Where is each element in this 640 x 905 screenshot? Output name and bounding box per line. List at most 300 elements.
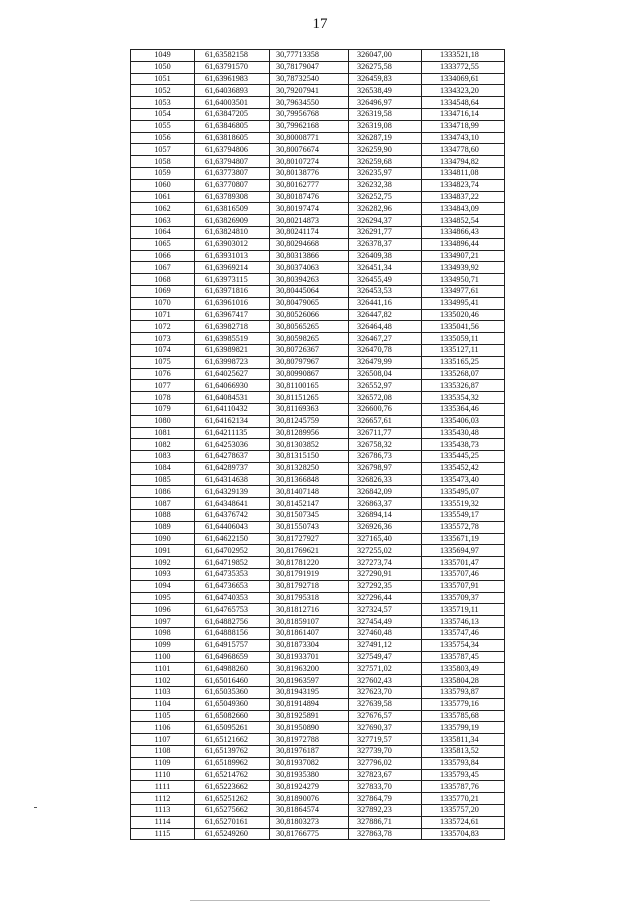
y-coordinate-cell: 1334837,22 — [422, 191, 505, 203]
x-coordinate-cell: 326657,61 — [349, 415, 422, 427]
longitude-cell: 30,80526066 — [270, 309, 349, 321]
point-number-cell: 1088 — [131, 510, 195, 522]
longitude-cell: 30,81861407 — [270, 628, 349, 640]
x-coordinate-cell: 326600,76 — [349, 403, 422, 415]
x-coordinate-cell: 326470,78 — [349, 344, 422, 356]
y-coordinate-cell: 1335165,25 — [422, 356, 505, 368]
point-number-cell: 1069 — [131, 285, 195, 297]
latitude-cell: 61,63770807 — [195, 179, 270, 191]
latitude-cell: 61,65049360 — [195, 698, 270, 710]
longitude-cell: 30,81245759 — [270, 415, 349, 427]
y-coordinate-cell: 1334977,61 — [422, 285, 505, 297]
x-coordinate-cell: 327324,57 — [349, 604, 422, 616]
latitude-cell: 61,63791570 — [195, 61, 270, 73]
table-row — [131, 73, 505, 85]
x-coordinate-cell: 326232,38 — [349, 179, 422, 191]
y-coordinate-cell: 1335572,78 — [422, 521, 505, 533]
latitude-cell: 61,65270161 — [195, 816, 270, 828]
y-coordinate-cell: 1335779,16 — [422, 698, 505, 710]
point-number-cell: 1080 — [131, 415, 195, 427]
longitude-cell: 30,81507345 — [270, 510, 349, 522]
table-row — [131, 321, 505, 333]
point-number-cell: 1073 — [131, 333, 195, 345]
point-number-cell: 1062 — [131, 203, 195, 215]
x-coordinate-cell: 326451,34 — [349, 262, 422, 274]
longitude-cell: 30,81781220 — [270, 557, 349, 569]
y-coordinate-cell: 1335495,07 — [422, 486, 505, 498]
table-row — [131, 427, 505, 439]
table-row — [131, 734, 505, 746]
latitude-cell: 61,64988260 — [195, 663, 270, 675]
point-number-cell: 1103 — [131, 687, 195, 699]
y-coordinate-cell: 1335770,21 — [422, 793, 505, 805]
y-coordinate-cell: 1335719,11 — [422, 604, 505, 616]
x-coordinate-cell: 327864,79 — [349, 793, 422, 805]
longitude-cell: 30,81864574 — [270, 805, 349, 817]
table-row — [131, 368, 505, 380]
y-coordinate-cell: 1335438,73 — [422, 439, 505, 451]
longitude-cell: 30,81366848 — [270, 474, 349, 486]
table-row — [131, 628, 505, 640]
point-number-cell: 1053 — [131, 97, 195, 109]
x-coordinate-cell: 326798,97 — [349, 462, 422, 474]
latitude-cell: 61,63989821 — [195, 344, 270, 356]
point-number-cell: 1100 — [131, 651, 195, 663]
longitude-cell: 30,81924279 — [270, 781, 349, 793]
x-coordinate-cell: 326926,36 — [349, 521, 422, 533]
longitude-cell: 30,81963200 — [270, 663, 349, 675]
longitude-cell: 30,79634550 — [270, 97, 349, 109]
point-number-cell: 1054 — [131, 108, 195, 120]
latitude-cell: 61,65249260 — [195, 828, 270, 840]
y-coordinate-cell: 1335519,32 — [422, 498, 505, 510]
longitude-cell: 30,81792718 — [270, 580, 349, 592]
table-row — [131, 486, 505, 498]
longitude-cell: 30,81328250 — [270, 462, 349, 474]
table-row — [131, 344, 505, 356]
table-row — [131, 710, 505, 722]
table-row — [131, 451, 505, 463]
x-coordinate-cell: 326282,96 — [349, 203, 422, 215]
point-number-cell: 1067 — [131, 262, 195, 274]
x-coordinate-cell: 326447,82 — [349, 309, 422, 321]
point-number-cell: 1115 — [131, 828, 195, 840]
longitude-cell: 30,79962168 — [270, 120, 349, 132]
y-coordinate-cell: 1335709,37 — [422, 592, 505, 604]
page-number: 17 — [312, 16, 328, 32]
x-coordinate-cell: 327676,57 — [349, 710, 422, 722]
latitude-cell: 61,63931013 — [195, 250, 270, 262]
point-number-cell: 1097 — [131, 616, 195, 628]
y-coordinate-cell: 1335787,45 — [422, 651, 505, 663]
x-coordinate-cell: 327292,35 — [349, 580, 422, 592]
x-coordinate-cell: 327602,43 — [349, 675, 422, 687]
y-coordinate-cell: 1335020,46 — [422, 309, 505, 321]
table-row — [131, 203, 505, 215]
table-row — [131, 639, 505, 651]
table-row — [131, 238, 505, 250]
latitude-cell: 61,64025627 — [195, 368, 270, 380]
table-row — [131, 757, 505, 769]
latitude-cell: 61,64084531 — [195, 392, 270, 404]
latitude-cell: 61,64740353 — [195, 592, 270, 604]
latitude-cell: 61,64211135 — [195, 427, 270, 439]
x-coordinate-cell: 326467,27 — [349, 333, 422, 345]
x-coordinate-cell: 327739,70 — [349, 746, 422, 758]
x-coordinate-cell: 326294,37 — [349, 215, 422, 227]
table-row — [131, 392, 505, 404]
table-row — [131, 722, 505, 734]
longitude-cell: 30,80107274 — [270, 156, 349, 168]
longitude-cell: 30,80797967 — [270, 356, 349, 368]
table-row — [131, 144, 505, 156]
longitude-cell: 30,80565265 — [270, 321, 349, 333]
latitude-cell: 61,63824810 — [195, 226, 270, 238]
longitude-cell: 30,81950890 — [270, 722, 349, 734]
x-coordinate-cell: 326378,37 — [349, 238, 422, 250]
point-number-cell: 1079 — [131, 403, 195, 415]
x-coordinate-cell: 326319,58 — [349, 108, 422, 120]
y-coordinate-cell: 1335747,46 — [422, 628, 505, 640]
point-number-cell: 1105 — [131, 710, 195, 722]
longitude-cell: 30,81943195 — [270, 687, 349, 699]
table-row — [131, 285, 505, 297]
y-coordinate-cell: 1333772,55 — [422, 61, 505, 73]
x-coordinate-cell: 326275,58 — [349, 61, 422, 73]
point-number-cell: 1087 — [131, 498, 195, 510]
scan-bottom-edge — [190, 900, 490, 901]
longitude-cell: 30,78179047 — [270, 61, 349, 73]
point-number-cell: 1090 — [131, 533, 195, 545]
longitude-cell: 30,81452147 — [270, 498, 349, 510]
latitude-cell: 61,63998723 — [195, 356, 270, 368]
point-number-cell: 1057 — [131, 144, 195, 156]
point-number-cell: 1056 — [131, 132, 195, 144]
longitude-cell: 30,80394263 — [270, 274, 349, 286]
point-number-cell: 1112 — [131, 793, 195, 805]
point-number-cell: 1081 — [131, 427, 195, 439]
y-coordinate-cell: 1335406,03 — [422, 415, 505, 427]
longitude-cell: 30,81925891 — [270, 710, 349, 722]
latitude-cell: 61,63967417 — [195, 309, 270, 321]
longitude-cell: 30,79956768 — [270, 108, 349, 120]
latitude-cell: 61,64289737 — [195, 462, 270, 474]
table-row — [131, 474, 505, 486]
table-row — [131, 828, 505, 840]
latitude-cell: 61,64314638 — [195, 474, 270, 486]
point-number-cell: 1095 — [131, 592, 195, 604]
longitude-cell: 30,81935380 — [270, 769, 349, 781]
x-coordinate-cell: 326894,14 — [349, 510, 422, 522]
latitude-cell: 61,63789308 — [195, 191, 270, 203]
longitude-cell: 30,81169363 — [270, 403, 349, 415]
point-number-cell: 1066 — [131, 250, 195, 262]
latitude-cell: 61,65251262 — [195, 793, 270, 805]
longitude-cell: 30,81795318 — [270, 592, 349, 604]
longitude-cell: 30,80008771 — [270, 132, 349, 144]
table-row — [131, 108, 505, 120]
table-row — [131, 439, 505, 451]
latitude-cell: 61,64348641 — [195, 498, 270, 510]
y-coordinate-cell: 1335268,07 — [422, 368, 505, 380]
point-number-cell: 1060 — [131, 179, 195, 191]
x-coordinate-cell: 327690,37 — [349, 722, 422, 734]
y-coordinate-cell: 1335746,13 — [422, 616, 505, 628]
longitude-cell: 30,78732540 — [270, 73, 349, 85]
latitude-cell: 61,64376742 — [195, 510, 270, 522]
longitude-cell: 30,81803273 — [270, 816, 349, 828]
longitude-cell: 30,81791919 — [270, 569, 349, 581]
y-coordinate-cell: 1334718,99 — [422, 120, 505, 132]
latitude-cell: 61,63773807 — [195, 167, 270, 179]
y-coordinate-cell: 1333521,18 — [422, 50, 505, 62]
table-row — [131, 604, 505, 616]
point-number-cell: 1092 — [131, 557, 195, 569]
point-number-cell: 1110 — [131, 769, 195, 781]
point-number-cell: 1071 — [131, 309, 195, 321]
x-coordinate-cell: 326572,08 — [349, 392, 422, 404]
x-coordinate-cell: 327719,57 — [349, 734, 422, 746]
y-coordinate-cell: 1335041,56 — [422, 321, 505, 333]
table-row — [131, 698, 505, 710]
table-row — [131, 380, 505, 392]
coordinates-table-body — [131, 50, 505, 840]
longitude-cell: 30,80598265 — [270, 333, 349, 345]
y-coordinate-cell: 1335803,49 — [422, 663, 505, 675]
y-coordinate-cell: 1335811,34 — [422, 734, 505, 746]
x-coordinate-cell: 326235,97 — [349, 167, 422, 179]
x-coordinate-cell: 327863,78 — [349, 828, 422, 840]
longitude-cell: 30,79207941 — [270, 85, 349, 97]
table-row — [131, 333, 505, 345]
y-coordinate-cell: 1334907,21 — [422, 250, 505, 262]
x-coordinate-cell: 326552,97 — [349, 380, 422, 392]
longitude-cell: 30,80479065 — [270, 297, 349, 309]
table-row — [131, 250, 505, 262]
longitude-cell: 30,81289956 — [270, 427, 349, 439]
y-coordinate-cell: 1335704,83 — [422, 828, 505, 840]
point-number-cell: 1086 — [131, 486, 195, 498]
latitude-cell: 61,65275662 — [195, 805, 270, 817]
coordinates-table — [130, 49, 505, 840]
table-row — [131, 675, 505, 687]
table-row — [131, 356, 505, 368]
y-coordinate-cell: 1334896,44 — [422, 238, 505, 250]
table-row — [131, 179, 505, 191]
point-number-cell: 1094 — [131, 580, 195, 592]
table-row — [131, 521, 505, 533]
y-coordinate-cell: 1335694,97 — [422, 545, 505, 557]
table-row — [131, 510, 505, 522]
latitude-cell: 61,65189962 — [195, 757, 270, 769]
y-coordinate-cell: 1335452,42 — [422, 462, 505, 474]
table-row — [131, 805, 505, 817]
y-coordinate-cell: 1335707,46 — [422, 569, 505, 581]
x-coordinate-cell: 327796,02 — [349, 757, 422, 769]
longitude-cell: 30,81963597 — [270, 675, 349, 687]
point-number-cell: 1104 — [131, 698, 195, 710]
table-row — [131, 85, 505, 97]
point-number-cell: 1085 — [131, 474, 195, 486]
longitude-cell: 30,80214873 — [270, 215, 349, 227]
y-coordinate-cell: 1334950,71 — [422, 274, 505, 286]
longitude-cell: 30,81315150 — [270, 451, 349, 463]
point-number-cell: 1074 — [131, 344, 195, 356]
longitude-cell: 30,81100165 — [270, 380, 349, 392]
x-coordinate-cell: 327892,23 — [349, 805, 422, 817]
latitude-cell: 61,65214762 — [195, 769, 270, 781]
x-coordinate-cell: 327165,40 — [349, 533, 422, 545]
latitude-cell: 61,64066930 — [195, 380, 270, 392]
x-coordinate-cell: 326459,83 — [349, 73, 422, 85]
x-coordinate-cell: 327255,02 — [349, 545, 422, 557]
point-number-cell: 1065 — [131, 238, 195, 250]
y-coordinate-cell: 1335701,47 — [422, 557, 505, 569]
point-number-cell: 1102 — [131, 675, 195, 687]
latitude-cell: 61,64036893 — [195, 85, 270, 97]
x-coordinate-cell: 326319,08 — [349, 120, 422, 132]
y-coordinate-cell: 1335430,48 — [422, 427, 505, 439]
latitude-cell: 61,63826909 — [195, 215, 270, 227]
longitude-cell: 30,80313866 — [270, 250, 349, 262]
point-number-cell: 1072 — [131, 321, 195, 333]
table-row — [131, 61, 505, 73]
y-coordinate-cell: 1335445,25 — [422, 451, 505, 463]
x-coordinate-cell: 326508,04 — [349, 368, 422, 380]
table-row — [131, 97, 505, 109]
longitude-cell: 30,80076674 — [270, 144, 349, 156]
table-row — [131, 215, 505, 227]
table-row — [131, 769, 505, 781]
table-row — [131, 156, 505, 168]
latitude-cell: 61,64278637 — [195, 451, 270, 463]
latitude-cell: 61,63969214 — [195, 262, 270, 274]
latitude-cell: 61,65139762 — [195, 746, 270, 758]
y-coordinate-cell: 1334743,10 — [422, 132, 505, 144]
longitude-cell: 30,80990867 — [270, 368, 349, 380]
x-coordinate-cell: 326047,00 — [349, 50, 422, 62]
x-coordinate-cell: 327460,48 — [349, 628, 422, 640]
point-number-cell: 1101 — [131, 663, 195, 675]
longitude-cell: 30,80445064 — [270, 285, 349, 297]
point-number-cell: 1098 — [131, 628, 195, 640]
table-row — [131, 498, 505, 510]
y-coordinate-cell: 1335754,34 — [422, 639, 505, 651]
latitude-cell: 61,63794807 — [195, 156, 270, 168]
y-coordinate-cell: 1334794,82 — [422, 156, 505, 168]
latitude-cell: 61,64702952 — [195, 545, 270, 557]
latitude-cell: 61,63982718 — [195, 321, 270, 333]
x-coordinate-cell: 327296,44 — [349, 592, 422, 604]
table-row — [131, 746, 505, 758]
y-coordinate-cell: 1335326,87 — [422, 380, 505, 392]
table-row — [131, 793, 505, 805]
longitude-cell: 30,81976187 — [270, 746, 349, 758]
table-row — [131, 120, 505, 132]
point-number-cell: 1113 — [131, 805, 195, 817]
x-coordinate-cell: 326496,97 — [349, 97, 422, 109]
point-number-cell: 1111 — [131, 781, 195, 793]
table-row — [131, 557, 505, 569]
latitude-cell: 61,63961983 — [195, 73, 270, 85]
longitude-cell: 30,81727927 — [270, 533, 349, 545]
x-coordinate-cell: 326259,68 — [349, 156, 422, 168]
point-number-cell: 1052 — [131, 85, 195, 97]
longitude-cell: 30,81303852 — [270, 439, 349, 451]
latitude-cell: 61,64406043 — [195, 521, 270, 533]
point-number-cell: 1063 — [131, 215, 195, 227]
x-coordinate-cell: 326441,16 — [349, 297, 422, 309]
y-coordinate-cell: 1335671,19 — [422, 533, 505, 545]
latitude-cell: 61,64719852 — [195, 557, 270, 569]
table-row — [131, 592, 505, 604]
table-row — [131, 191, 505, 203]
x-coordinate-cell: 327491,12 — [349, 639, 422, 651]
latitude-cell: 61,64003501 — [195, 97, 270, 109]
x-coordinate-cell: 326453,53 — [349, 285, 422, 297]
y-coordinate-cell: 1335059,11 — [422, 333, 505, 345]
longitude-cell: 30,81859107 — [270, 616, 349, 628]
y-coordinate-cell: 1334811,08 — [422, 167, 505, 179]
latitude-cell: 61,65121662 — [195, 734, 270, 746]
latitude-cell: 61,64735353 — [195, 569, 270, 581]
point-number-cell: 1093 — [131, 569, 195, 581]
latitude-cell: 61,65223662 — [195, 781, 270, 793]
y-coordinate-cell: 1335473,40 — [422, 474, 505, 486]
latitude-cell: 61,65095261 — [195, 722, 270, 734]
point-number-cell: 1078 — [131, 392, 195, 404]
y-coordinate-cell: 1334823,74 — [422, 179, 505, 191]
y-coordinate-cell: 1334843,09 — [422, 203, 505, 215]
table-row — [131, 687, 505, 699]
table-row — [131, 651, 505, 663]
latitude-cell: 61,64915757 — [195, 639, 270, 651]
y-coordinate-cell: 1335785,68 — [422, 710, 505, 722]
point-number-cell: 1083 — [131, 451, 195, 463]
latitude-cell: 61,64765753 — [195, 604, 270, 616]
longitude-cell: 30,81407148 — [270, 486, 349, 498]
longitude-cell: 30,80294668 — [270, 238, 349, 250]
point-number-cell: 1058 — [131, 156, 195, 168]
y-coordinate-cell: 1334069,61 — [422, 73, 505, 85]
longitude-cell: 30,80162777 — [270, 179, 349, 191]
y-coordinate-cell: 1335127,11 — [422, 344, 505, 356]
point-number-cell: 1050 — [131, 61, 195, 73]
x-coordinate-cell: 326863,37 — [349, 498, 422, 510]
scan-artifact-mark — [34, 807, 37, 808]
table-row — [131, 403, 505, 415]
latitude-cell: 61,64622150 — [195, 533, 270, 545]
longitude-cell: 30,80138776 — [270, 167, 349, 179]
latitude-cell: 61,63582158 — [195, 50, 270, 62]
y-coordinate-cell: 1335799,19 — [422, 722, 505, 734]
point-number-cell: 1049 — [131, 50, 195, 62]
point-number-cell: 1108 — [131, 746, 195, 758]
table-row — [131, 415, 505, 427]
point-number-cell: 1089 — [131, 521, 195, 533]
longitude-cell: 30,80197474 — [270, 203, 349, 215]
x-coordinate-cell: 326842,09 — [349, 486, 422, 498]
table-row — [131, 309, 505, 321]
table-row — [131, 50, 505, 62]
point-number-cell: 1070 — [131, 297, 195, 309]
x-coordinate-cell: 326538,49 — [349, 85, 422, 97]
table-row — [131, 297, 505, 309]
latitude-cell: 61,64882756 — [195, 616, 270, 628]
latitude-cell: 61,63846805 — [195, 120, 270, 132]
table-row — [131, 545, 505, 557]
y-coordinate-cell: 1335724,61 — [422, 816, 505, 828]
